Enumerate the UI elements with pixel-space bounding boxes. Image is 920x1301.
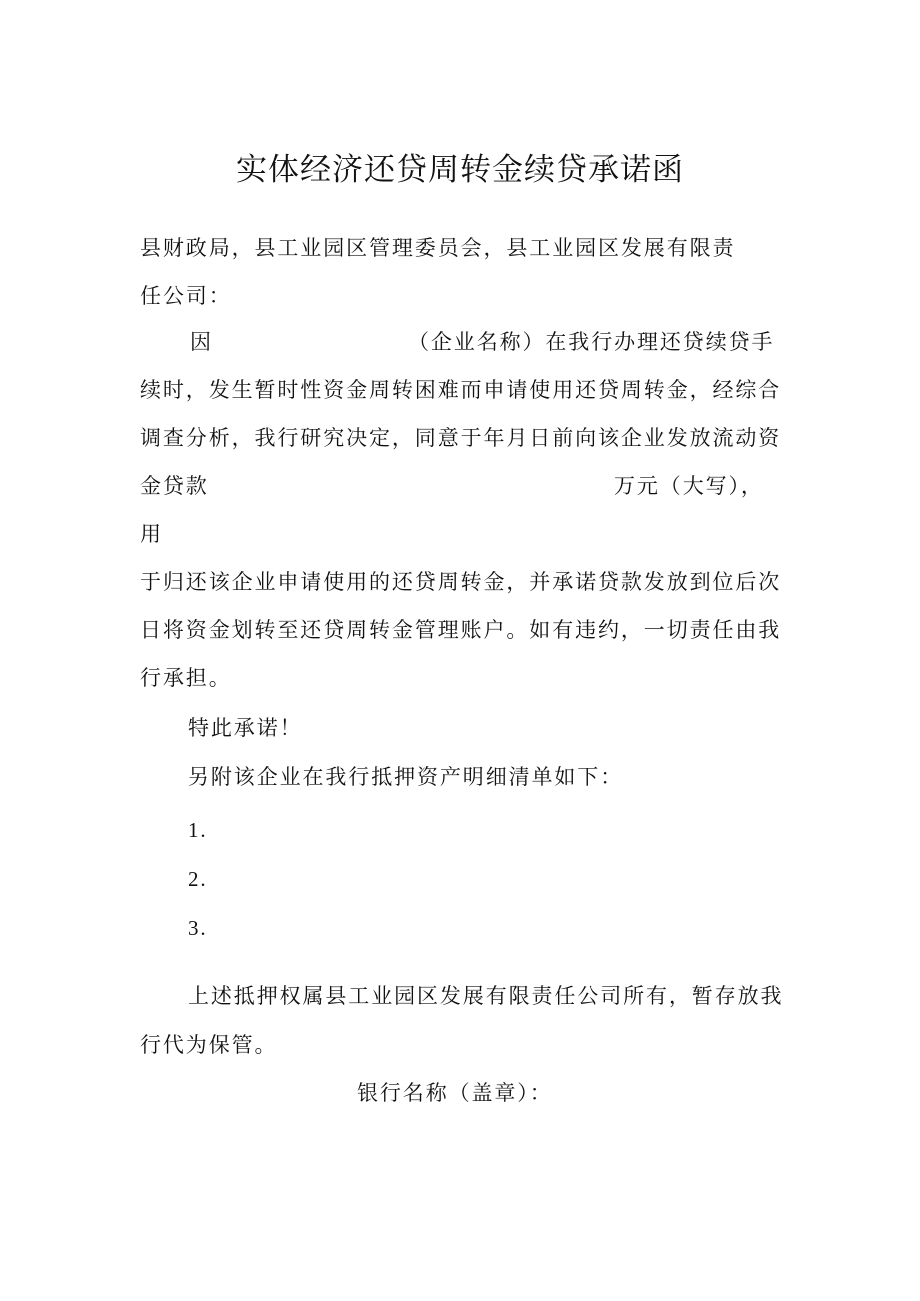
enterprise-name-label: （企业名称）在我行办理还贷续贷手 xyxy=(408,330,775,354)
para2-line-2: 行代为保管。 xyxy=(140,1033,278,1057)
loan-label: 金贷款 xyxy=(140,474,209,498)
list-item: 3. xyxy=(188,916,208,940)
para1-line-6: 于归还该企业申请使用的还贷周转金，并承诺贷款发放到位后次 xyxy=(140,570,782,594)
para1-line-8: 行承担。 xyxy=(140,666,232,690)
para2-line-1: 上述抵押权属县工业园区发展有限责任公司所有，暂存放我 xyxy=(188,984,784,1008)
para1-prefix: 因 xyxy=(190,330,213,354)
attachment-intro: 另附该企业在我行抵押资产明细清单如下： xyxy=(188,765,624,789)
para1-line-2: 续时，发生暂时性资金周转困难而申请使用还贷周转金，经综合 xyxy=(140,378,782,402)
addressee-line-1: 县财政局，县工业园区管理委员会，县工业园区发展有限责 xyxy=(140,236,736,260)
para1-line-5: 用 xyxy=(140,522,163,546)
bank-signature-line: 银行名称（盖章）： xyxy=(357,1081,553,1105)
list-item: 2. xyxy=(188,867,208,891)
closing-statement: 特此承诺！ xyxy=(188,716,303,740)
amount-label: 万元（大写）， xyxy=(614,474,764,498)
addressee-line-2: 任公司： xyxy=(140,284,232,308)
para1-line-3: 调查分析，我行研究决定，同意于年月日前向该企业发放流动资 xyxy=(140,426,782,450)
para1-line-7: 日将资金划转至还贷周转金管理账户。如有违约，一切责任由我 xyxy=(140,618,782,642)
list-item: 1. xyxy=(188,818,208,842)
document-title: 实体经济还贷周转金续贷承诺函 xyxy=(236,152,684,188)
